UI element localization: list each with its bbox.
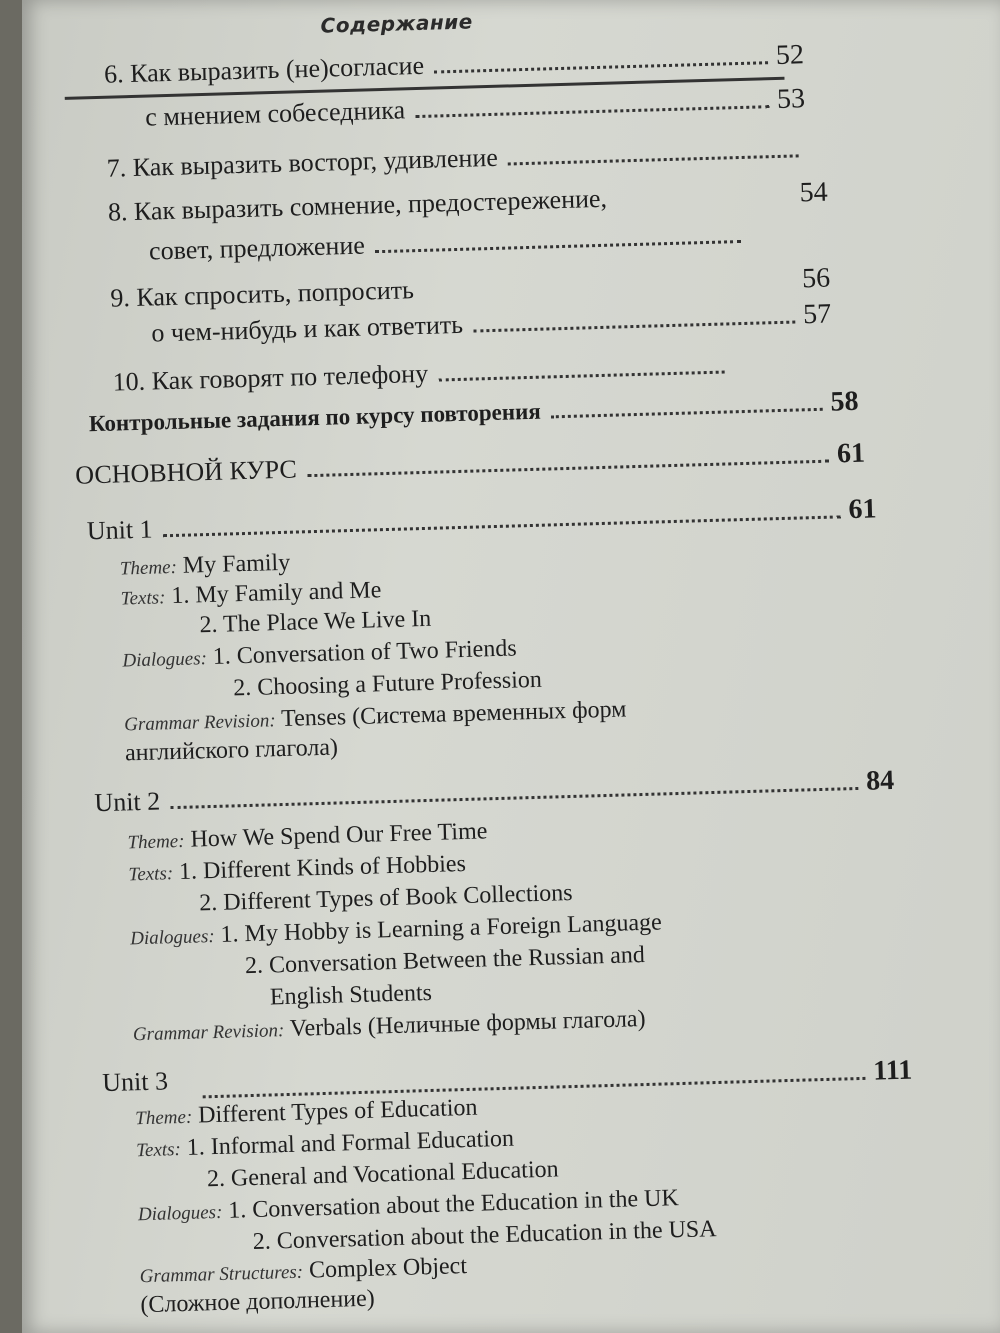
text-item: 2. The Place We Live In — [199, 605, 432, 639]
grammar-text: Tenses (Система временных форм — [280, 696, 627, 733]
grammar-label: Grammar Revision: — [123, 710, 276, 736]
page-number: 84 — [865, 764, 895, 797]
page-title: Содержание — [320, 9, 474, 38]
leader-dots — [415, 105, 769, 118]
toc-entry-text: совет, предложение — [148, 230, 366, 266]
text-item: 1. Different Kinds of Hobbies — [178, 850, 467, 885]
unit-2-dialogue-2-cont — [270, 979, 433, 1012]
toc-entry-text: 9. Как спросить, попросить — [109, 275, 415, 313]
theme-label: Theme: — [119, 556, 178, 580]
unit-1-text-2 — [199, 605, 431, 639]
unit-2-grammar — [133, 1005, 646, 1049]
dialogue-item: 1. My Hobby is Learning a Foreign Language — [220, 909, 663, 948]
toc-entry-text: Контрольные задания по курсу повторения — [88, 398, 542, 437]
toc-entry-6 — [104, 40, 805, 90]
grammar-text: (Сложное дополнение) — [140, 1285, 376, 1319]
grammar-label: Grammar Revision: — [132, 1020, 285, 1046]
toc-entry-text: 7. Как выразить восторг, удивление — [106, 142, 499, 183]
toc-entry-text: 6. Как выразить (не)согласие — [103, 50, 425, 89]
unit-3-grammar — [139, 1252, 467, 1291]
text-item: 1. Informal and Formal Education — [186, 1125, 515, 1161]
text-item: 2. Different Types of Book Collections — [198, 879, 573, 917]
toc-entry-text: 10. Как говорят по телефону — [112, 358, 429, 397]
spacer — [424, 288, 794, 298]
unit-1-heading — [86, 494, 877, 546]
page-number: 57 — [802, 298, 832, 331]
unit-3-grammar-cont — [140, 1285, 375, 1320]
dialogues-label: Dialogues: — [137, 1201, 223, 1226]
toc-entry-main-course — [75, 439, 866, 491]
leader-dots — [438, 371, 724, 382]
text-item: 2. General and Vocational Education — [206, 1156, 559, 1193]
page-number: 54 — [799, 176, 829, 209]
texts-label: Texts: — [128, 863, 174, 886]
toc-entry-text: с мнением собеседника — [144, 95, 406, 132]
dialogue-item: 2. Choosing a Future Profession — [232, 666, 543, 702]
unit-3-heading — [102, 1066, 183, 1098]
running-header — [43, 0, 943, 49]
page-content — [22, 0, 1000, 1332]
toc-entry-text: о чем-нибудь и как ответить — [150, 309, 464, 348]
grammar-label: Grammar Structures: — [139, 1261, 304, 1288]
toc-entry-7 — [106, 134, 807, 184]
leader-dots — [434, 61, 768, 73]
page-number: 61 — [836, 437, 866, 470]
spacer — [617, 202, 792, 207]
unit-1-theme — [119, 549, 290, 584]
grammar-text: английского глагола) — [124, 734, 339, 767]
leader-dots — [203, 1077, 866, 1099]
dialogue-item: 2. Conversation about the Education in the USA — [252, 1216, 717, 1256]
page-number: 58 — [830, 385, 859, 418]
leader-dots — [508, 154, 799, 165]
theme-text: How We Spend Our Free Time — [190, 818, 488, 853]
page-number: 56 — [801, 262, 831, 295]
leader-dots — [375, 240, 741, 253]
theme-label: Theme: — [134, 1106, 193, 1130]
leader-dots — [307, 460, 829, 478]
page-number: 52 — [775, 39, 805, 71]
leader-dots — [473, 321, 795, 333]
grammar-text: Verbals (Неличные формы глагола) — [289, 1005, 646, 1042]
theme-text: Different Types of Education — [197, 1094, 478, 1129]
book-page — [22, 0, 1000, 1333]
theme-text: My Family — [182, 549, 291, 579]
unit-1-grammar-cont — [125, 733, 339, 767]
toc-entry-8-cont — [149, 220, 750, 267]
dialogue-item: 2. Conversation Between the Russian and — [244, 941, 646, 980]
texts-label: Texts: — [135, 1139, 182, 1162]
unit-2-heading — [94, 766, 895, 818]
page-number: 53 — [776, 83, 806, 115]
toc-entry-text: ОСНОВНОЙ КУРС — [74, 454, 298, 490]
texts-label: Texts: — [120, 587, 166, 610]
unit-label: Unit 1 — [86, 514, 153, 546]
leader-dots — [163, 515, 841, 537]
unit-1-grammar — [124, 695, 627, 739]
dialogues-label: Dialogues: — [129, 925, 215, 950]
page-number: 61 — [848, 493, 877, 526]
unit-label: Unit 3 — [101, 1066, 169, 1098]
theme-label: Theme: — [127, 830, 185, 854]
unit-1-dialogue-2 — [233, 666, 542, 703]
dialogue-item: English Students — [269, 979, 433, 1011]
leader-dots — [551, 408, 823, 419]
leader-dots — [170, 787, 858, 809]
grammar-text: Complex Object — [308, 1253, 468, 1284]
page-number: 111 — [872, 1054, 913, 1087]
dialogues-label: Dialogues: — [122, 648, 208, 672]
toc-entry-10 — [112, 350, 733, 397]
text-item: 1. My Family and Me — [171, 577, 382, 610]
unit-label: Unit 2 — [94, 786, 161, 818]
toc-entry-text: 8. Как выразить сомнение, предостережение, — [107, 183, 608, 227]
dialogue-item: 1. Conversation of Two Friends — [212, 635, 517, 670]
dialogue-item: 1. Conversation about the Education in the UK — [227, 1185, 680, 1224]
